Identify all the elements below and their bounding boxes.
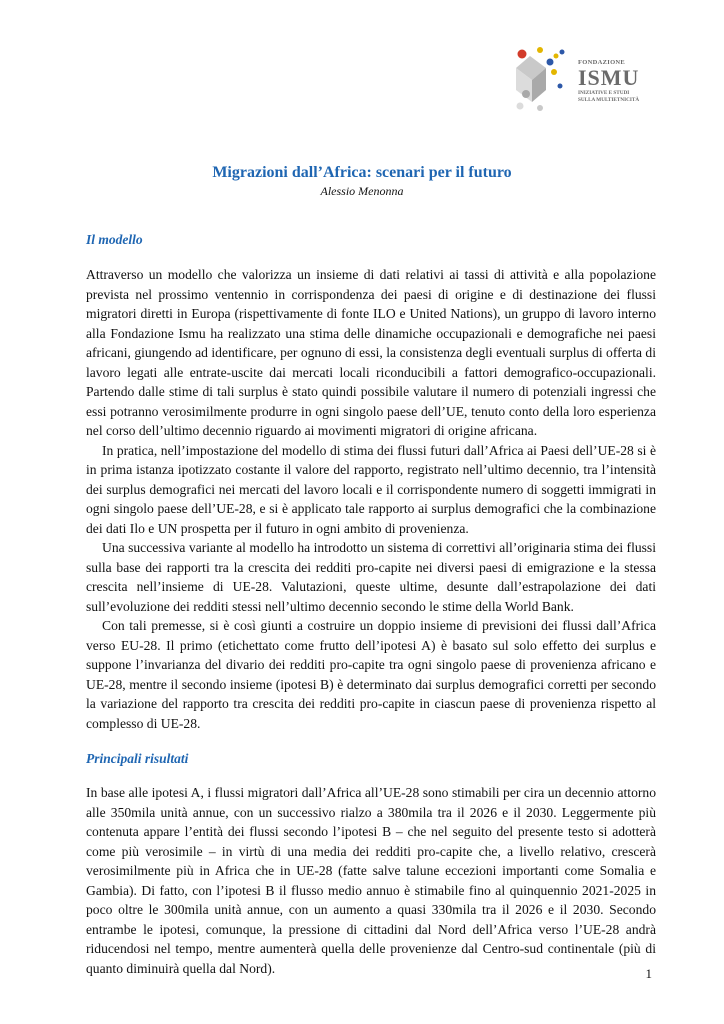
section-heading-model: Il modello	[86, 232, 143, 247]
paragraph: Una successiva variante al modello ha introdotto un sistema di correttivi all’originaria stima dei flussi sulla base dei rapporti tra la crescita dei redditi pro-capite nei diversi paesi di emigrazione e la stessa crescita nell’insieme di UE-28. Valutazioni, queste ultime, desunte dall’estrapolazione dei dati sull’evoluzione dei redditi stessi nell’ultimo decennio secondo le stime della World Bank.	[86, 540, 656, 614]
logo-sub-2: SULLA MULTIETNICITÀ	[578, 96, 640, 103]
section-model-body	[86, 265, 656, 733]
logo-fondazione: FONDAZIONE	[578, 59, 626, 66]
document-author: Alessio Menonna	[320, 184, 404, 198]
paragraph: In pratica, nell’impostazione del modello di stima dei flussi futuri dall’Africa ai Paesi dell’UE-28 si è in prima istanza ipotizzato costante il valore del rapporto, registrato nell’ultimo decennio, tra l’intensità dei surplus demografici nei mercati del lavoro locali e il corrispondente numero di soggetti immigrati in ogni singolo paese dell’UE-28, e si è applicato tale rapporto ai surplus demografici che la combinazione dei dati Ilo e UN prospetta per il futuro in ogni ambito di provenienza.	[86, 442, 656, 536]
paragraph: Con tali premesse, si è così giunti a costruire un doppio insieme di previsioni dei flussi dall’Africa verso EU-28. Il primo (etichettato come frutto dell’ipotesi A) è basato sul solo effetto dei surplus e suppone l’invarianza del divario dei redditi pro-capite tra ogni singolo paese di provenienza africano e UE-28, mentre il secondo insieme (ipotesi B) è determinato dai surplus demografici corretti per secondo la variazione del rapporto tra crescita dei redditi pro-capite in ciascun paese di provenienza rispetto al complesso di UE-28.	[86, 618, 656, 731]
paragraph: In base alle ipotesi A, i flussi migratori dall’Africa all’UE-28 sono stimabili per cira un decennio attorno alle 350mila unità annue, con un successivo rialzo a 380mila tra il 2026 e il 2030. Leggermente più contenuta appare l’entità dei flussi secondo l’ipotesi B – che nel seguito del presente testo si adotterà come più verosimile – in virtù di una media dei redditi pro-capite che, a livello relativo, crescerà verosimilmente più in Africa che in UE-28 (fatte salve talune eccezioni importanti come Somalia e Gambia). Di fatto, con l’ipotesi B il flusso medio annuo è stimabile fino al quinquennio 2021-2025 in poco oltre le 300mila unità annue, con un aumento a quasi 330mila tra il 2026 e il 2030. Secondo entrambe le ipotesi, comunque, la pressione di cittadini dal Nord dell’Africa verso l’UE-28 andrà riducendosi nel tempo, mentre aumenterà quella delle provenienze dal Centro-sud continentale (più di quanto diminuirà quella dal Nord).	[86, 785, 656, 976]
section-heading-results: Principali risultati	[86, 751, 189, 766]
document-title: Migrazioni dall’Africa: scenari per il futuro	[212, 164, 512, 181]
ismu-logo-icon	[512, 46, 578, 116]
paragraph: Attraverso un modello che valorizza un insieme di dati relativi ai tassi di attività e alla popolazione prevista nel prossimo ventennio in corrispondenza dei paesi di origine e di destinazione dei flussi migratori diretti in Europa (rispettivamente di fonte ILO e United Nations), un gruppo di lavoro interno alla Fondazione Ismu ha realizzato una stima delle dinamiche occupazionali e demografiche nei paesi africani, giungendo ad identificare, per ognuno di essi, la consistenza degli eventuali surplus di offerta di lavoro legati alle entrate-uscite dai mercati locali riconducibili a fattori demografico-occupazionali. Partendo dalle stime di tali surplus è stato quindi possibile valutare il numero di potenziali ingressi che essi potranno verosimilmente produrre in ogni singolo paese dell’UE, tenuto conto della loro esperienza nel corso dell’ultimo decennio riguardo ai movimenti migratori di origine africana.	[86, 267, 656, 438]
page-number: 1	[645, 966, 652, 981]
section-results-body	[86, 783, 656, 978]
logo-sub-1: INIZIATIVE E STUDI	[578, 89, 630, 96]
logo-ismu: ISMU	[578, 64, 640, 90]
ismu-logo	[512, 46, 662, 116]
